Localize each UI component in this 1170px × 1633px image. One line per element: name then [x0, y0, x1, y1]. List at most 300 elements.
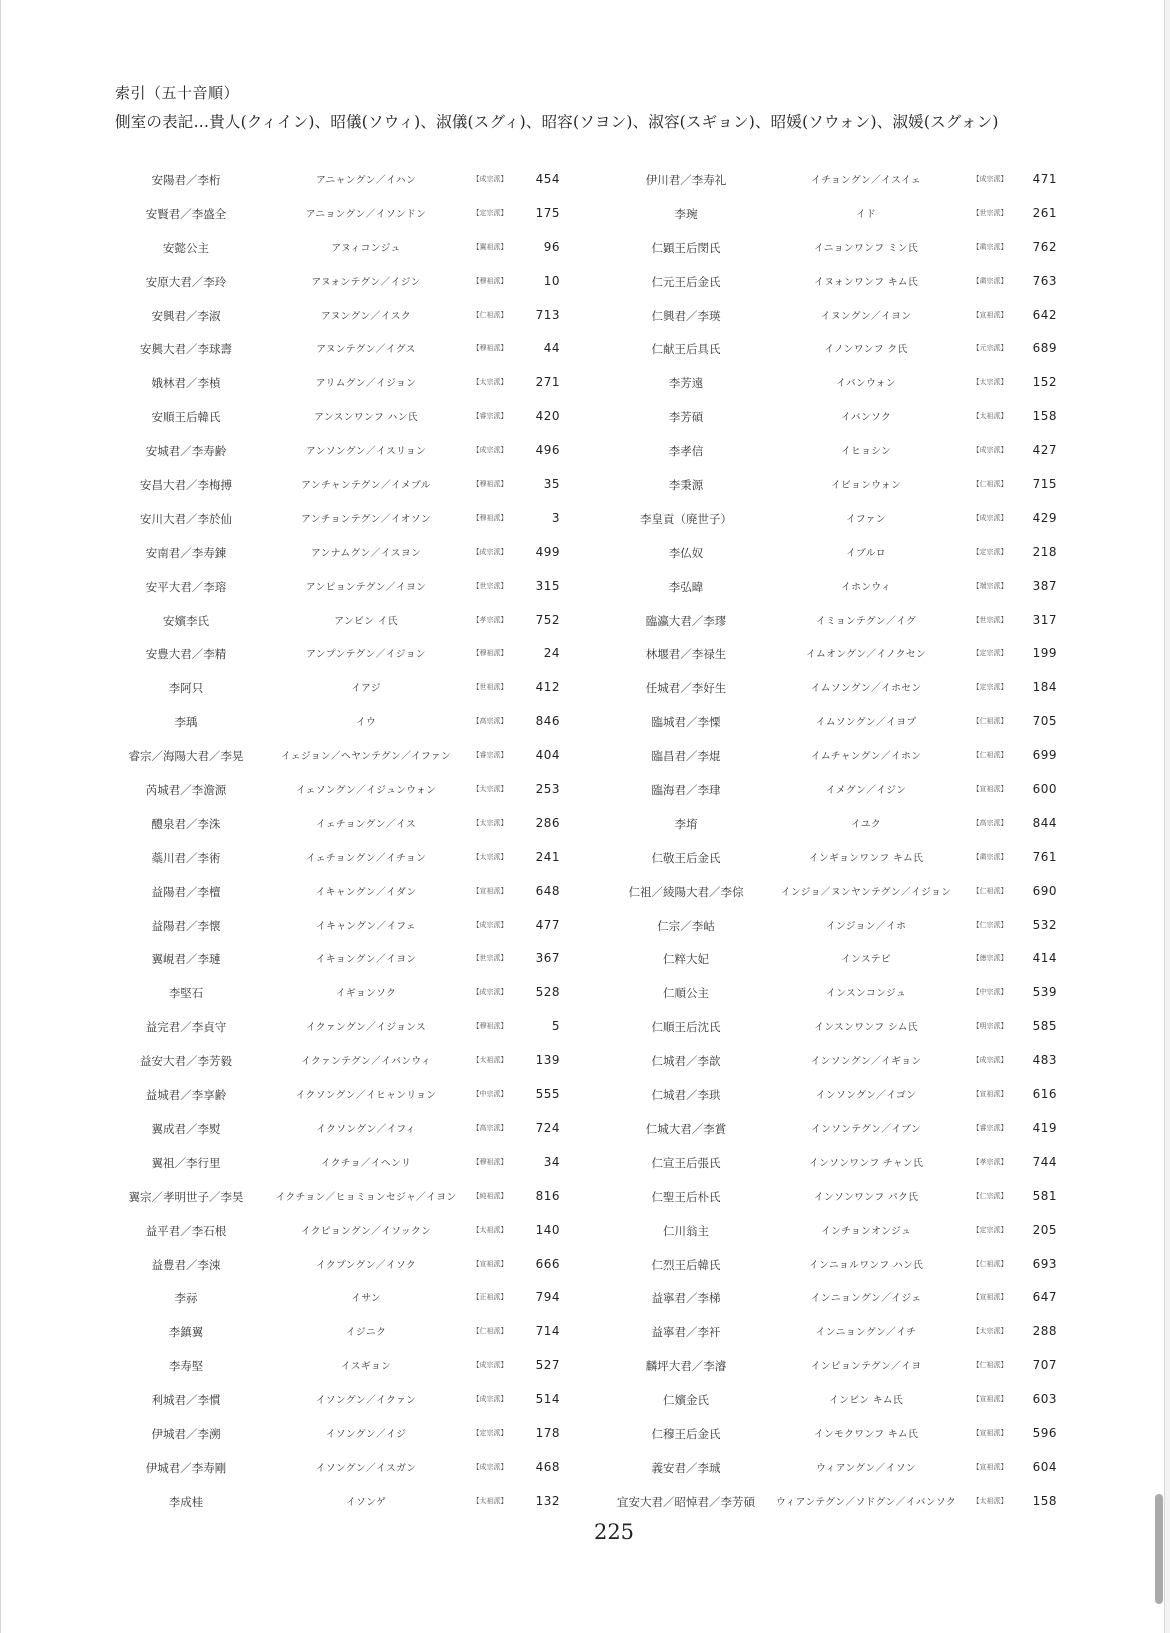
entry-lineage: 【世宗派】 [972, 615, 1008, 624]
entry-reading: イムソングン／イホセン [810, 683, 922, 695]
entry-name: 麟坪大君／李濬 [645, 1359, 727, 1374]
entry-page-ref: 477 [535, 917, 560, 932]
index-entry [606, 603, 1126, 637]
entry-page-ref: 468 [535, 1459, 560, 1474]
entry-reading: アンソングン／イスリョン [305, 446, 427, 458]
entry-page-ref: 419 [1032, 1120, 1057, 1135]
entry-reading: イウ [355, 717, 377, 729]
index-title: 索引（五十音順） [115, 84, 240, 102]
entry-reading: イブルロ [846, 547, 886, 559]
entry-lineage: 【高宗派】 [472, 717, 508, 726]
entry-name: 仁敬王后金氏 [651, 850, 721, 865]
entry-page-ref: 744 [1032, 1154, 1057, 1169]
entry-reading: インニョルワンフ ハン氏 [808, 1259, 924, 1271]
entry-page-ref: 596 [1032, 1425, 1057, 1440]
entry-reading: インソンワンフ チャン氏 [808, 1157, 924, 1169]
entry-name: 仁聖王后朴氏 [651, 1189, 721, 1204]
entry-name: 仁城大君／李賞 [645, 1121, 727, 1136]
entry-name: 益寧君／李衦 [651, 1325, 721, 1340]
entry-lineage: 【太宗派】 [472, 378, 508, 387]
entry-page-ref: 816 [535, 1188, 560, 1203]
index-entry [106, 908, 626, 942]
entry-lineage: 【宣祖派】 [972, 1090, 1008, 1099]
index-entry [606, 1348, 1126, 1382]
index-entry [106, 365, 626, 399]
entry-page-ref: 315 [535, 578, 560, 593]
index-entry [106, 1450, 626, 1484]
entry-page-ref: 10 [543, 273, 560, 288]
entry-reading: イェチョングン／イス [315, 818, 417, 830]
entry-name: 宜安大君／昭悼君／李芳碩 [617, 1494, 755, 1509]
index-column-right [606, 162, 1126, 1518]
entry-reading: インニョングン／イジェ [810, 1293, 922, 1305]
entry-reading: イクチョ／イヘンリ [320, 1157, 412, 1169]
entry-reading: イユク [851, 818, 881, 830]
entry-page-ref: 763 [1032, 273, 1057, 288]
entry-page-ref: 205 [1032, 1222, 1057, 1237]
entry-lineage: 【成宗派】 [472, 920, 508, 929]
index-entry [606, 738, 1126, 772]
index-entry [606, 1382, 1126, 1416]
entry-lineage: 【太祖派】 [472, 1056, 508, 1065]
index-entry [106, 806, 626, 840]
index-entry [106, 1111, 626, 1145]
entry-name: 益豊君／李涑 [151, 1257, 221, 1272]
entry-page-ref: 454 [535, 172, 560, 186]
entry-name: 李琬 [674, 206, 698, 221]
entry-name: 仁烈王后韓氏 [651, 1257, 721, 1272]
entry-lineage: 【太祖派】 [972, 412, 1008, 421]
index-column-left [106, 162, 626, 1518]
entry-lineage: 【宣祖派】 [972, 1462, 1008, 1471]
entry-reading: インソングン／イゴン [815, 1090, 917, 1102]
entry-name: 安川大君／李於仙 [140, 511, 232, 526]
entry-lineage: 【孝宗派】 [472, 615, 508, 624]
entry-page-ref: 707 [1032, 1358, 1057, 1373]
entry-name: 李堅石 [168, 986, 204, 1001]
index-entry [106, 467, 626, 501]
entry-lineage: 【粛宗派】 [972, 242, 1008, 251]
index-entry [106, 1280, 626, 1314]
entry-reading: イェチョングン／イチョン [305, 852, 427, 864]
entry-reading: イキョングン／イヨン [315, 954, 417, 966]
entry-reading: イクチョン／ヒョミョンセジャ／イヨン [275, 1191, 457, 1203]
entry-name: 李瑀 [174, 715, 198, 730]
index-entry [606, 1416, 1126, 1450]
entry-page-ref: 603 [1032, 1392, 1057, 1407]
entry-lineage: 【粛宗派】 [972, 276, 1008, 285]
entry-reading: イミョンテグン／イグ [815, 615, 917, 627]
entry-lineage: 【成宗派】 [472, 1462, 508, 1471]
entry-name: 李仏奴 [668, 545, 704, 560]
entry-lineage: 【穆祖派】 [472, 513, 508, 522]
entry-name: 睿宗／海陽大君／李晃 [128, 749, 244, 764]
index-entry [106, 1009, 626, 1043]
entry-reading: イキャングン／イダン [315, 886, 417, 898]
index-entry [106, 230, 626, 264]
entry-page-ref: 387 [1032, 578, 1057, 593]
entry-name: 仁宗／李岵 [657, 918, 715, 933]
entry-reading: インジョン／イホ [825, 920, 907, 932]
entry-reading: アヌィコンジュ [331, 242, 401, 254]
index-entry [106, 840, 626, 874]
entry-page-ref: 5 [551, 1019, 560, 1034]
index-entry [606, 1077, 1126, 1111]
entry-lineage: 【成宗派】 [472, 1395, 508, 1404]
entry-reading: イクァンテグン／イバンウィ [301, 1056, 431, 1068]
entry-name: 義安君／李珹 [651, 1460, 721, 1475]
entry-name: 安賢君／李盛全 [145, 206, 227, 221]
entry-lineage: 【明宗派】 [972, 1022, 1008, 1031]
index-entry [606, 162, 1126, 196]
entry-reading: インピョンテグン／イヨ [810, 1361, 922, 1373]
entry-reading: アンビン イ氏 [334, 615, 398, 627]
entry-page-ref: 714 [535, 1324, 560, 1339]
entry-lineage: 【定宗派】 [972, 547, 1008, 556]
entry-page-ref: 581 [1032, 1188, 1057, 1203]
index-entry [606, 636, 1126, 670]
index-entry [106, 874, 626, 908]
entry-lineage: 【宣祖派】 [972, 1293, 1008, 1302]
entry-reading: イチョングン／イスイェ [810, 175, 922, 186]
entry-lineage: 【成宗派】 [972, 175, 1008, 183]
entry-page-ref: 24 [543, 646, 560, 661]
entry-name: 李芳碩 [668, 410, 704, 425]
entry-lineage: 【正祖派】 [472, 1293, 508, 1302]
entry-reading: イクソングン／イフィ [316, 1123, 416, 1135]
entry-lineage: 【太宗派】 [972, 378, 1008, 387]
index-entry [606, 399, 1126, 433]
entry-page-ref: 140 [535, 1222, 560, 1237]
index-entry [106, 1382, 626, 1416]
entry-lineage: 【宣祖派】 [472, 1259, 508, 1268]
entry-name: 益陽君／李懐 [151, 918, 221, 933]
entry-page-ref: 699 [1032, 748, 1057, 763]
entry-page-ref: 496 [535, 443, 560, 458]
entry-page-ref: 35 [543, 477, 560, 492]
index-entry [106, 704, 626, 738]
entry-page-ref: 532 [1032, 917, 1057, 932]
index-entry [106, 1213, 626, 1247]
entry-lineage: 【仁祖派】 [972, 717, 1008, 726]
index-entry [106, 1247, 626, 1281]
index-entry [106, 975, 626, 1009]
entry-lineage: 【太宗派】 [472, 785, 508, 794]
index-entry [606, 1247, 1126, 1281]
entry-name: 翼宗／孝明世子／李昊 [128, 1189, 244, 1204]
entry-reading: アリムグン／イジョン [315, 378, 417, 390]
entry-page-ref: 241 [535, 849, 560, 864]
entry-page-ref: 693 [1032, 1256, 1057, 1271]
index-entry [606, 806, 1126, 840]
entry-name: 安平大君／李瑢 [145, 579, 227, 594]
entry-reading: アンナムグン／イスヨン [310, 547, 422, 559]
entry-page-ref: 404 [535, 748, 560, 763]
entry-page-ref: 44 [543, 341, 560, 356]
entry-name: 仁献王后具氏 [651, 342, 721, 357]
index-entry [606, 1280, 1126, 1314]
index-entry [606, 874, 1126, 908]
entry-page-ref: 616 [1032, 1087, 1057, 1102]
entry-name: 仁川翁主 [663, 1223, 709, 1238]
entry-reading: インチョンオンジュ [820, 1225, 912, 1237]
entry-lineage: 【仁祖派】 [972, 480, 1008, 489]
entry-page-ref: 471 [1032, 172, 1057, 186]
entry-reading: イムチャングン／イホン [810, 751, 922, 763]
index-entry [606, 230, 1126, 264]
entry-page-ref: 844 [1032, 815, 1057, 830]
entry-reading: イホンウィ [841, 581, 891, 593]
entry-lineage: 【仁祖派】 [472, 1327, 508, 1336]
entry-name: 李鎮翼 [168, 1325, 204, 1340]
index-entry [606, 1145, 1126, 1179]
entry-reading: イェジョン／ヘヤンテグン／イファン [280, 751, 452, 763]
entry-reading: アヌォンテグン／イジン [311, 276, 421, 288]
entry-reading: イアジ [351, 683, 381, 695]
entry-lineage: 【端宗派】 [972, 581, 1008, 590]
entry-lineage: 【仁祖派】 [972, 1259, 1008, 1268]
entry-page-ref: 514 [535, 1392, 560, 1407]
entry-name: 李秉源 [668, 478, 704, 493]
entry-name: 臨瀛大君／李璆 [645, 613, 727, 628]
entry-page-ref: 762 [1032, 239, 1057, 254]
entry-reading: アンスンワンフ ハン氏 [314, 412, 418, 424]
index-entry [606, 1111, 1126, 1145]
entry-page-ref: 367 [535, 951, 560, 966]
entry-lineage: 【太祖派】 [472, 1496, 508, 1505]
entry-name: 安懿公主 [163, 240, 209, 255]
index-entry [606, 501, 1126, 535]
entry-name: 李祘 [174, 1291, 198, 1306]
entry-lineage: 【粛宗派】 [972, 852, 1008, 861]
entry-lineage: 【定宗派】 [972, 683, 1008, 692]
entry-page-ref: 96 [543, 239, 560, 254]
entry-lineage: 【宣祖派】 [972, 1395, 1008, 1404]
entry-lineage: 【仁祖派】 [472, 310, 508, 319]
index-entry [106, 264, 626, 298]
entry-name: 李孝信 [668, 444, 704, 459]
index-entry [606, 298, 1126, 332]
entry-reading: イノンワンフ ク氏 [824, 344, 908, 356]
index-entry [606, 772, 1126, 806]
entry-page-ref: 132 [535, 1493, 560, 1508]
entry-name: 仁興君／李瑛 [651, 308, 721, 323]
entry-name: 娥林君／李楨 [151, 376, 221, 391]
entry-reading: インソンテグン／イブン [811, 1123, 921, 1135]
entry-reading: イメグン／イジン [825, 785, 907, 797]
entry-lineage: 【世祖派】 [472, 683, 508, 692]
index-entry [606, 535, 1126, 569]
entry-lineage: 【穆祖派】 [472, 276, 508, 285]
entry-name: 芮城君／李澹源 [145, 783, 227, 798]
entry-reading: イソングン／イスガン [315, 1462, 417, 1474]
entry-lineage: 【仁宗派】 [972, 1191, 1008, 1200]
entry-reading: イェソングン／イジュンウォン [295, 785, 437, 797]
index-entry [606, 840, 1126, 874]
entry-page-ref: 199 [1032, 646, 1057, 661]
entry-lineage: 【睿宗派】 [972, 1123, 1008, 1132]
entry-reading: イファン [846, 513, 886, 525]
page-number: 225 [593, 1520, 635, 1544]
entry-page-ref: 253 [535, 782, 560, 797]
entry-reading: アヌンテグン／イグス [316, 344, 416, 356]
entry-page-ref: 705 [1032, 714, 1057, 729]
entry-page-ref: 690 [1032, 883, 1057, 898]
vertical-scrollbar-thumb[interactable] [1155, 1494, 1163, 1604]
index-entry [106, 1416, 626, 1450]
entry-name: 李皇貢（廃世子） [640, 511, 732, 526]
entry-lineage: 【穆祖派】 [472, 344, 508, 353]
entry-page-ref: 271 [535, 375, 560, 390]
entry-page-ref: 689 [1032, 341, 1057, 356]
index-entry [106, 1348, 626, 1382]
entry-page-ref: 846 [535, 714, 560, 729]
entry-reading: イヌォンワンフ キム氏 [814, 276, 918, 288]
entry-name: 翼成君／李熨 [151, 1121, 221, 1136]
entry-reading: アニョングン／イソンドン [305, 208, 427, 220]
index-entry [606, 1009, 1126, 1043]
index-entry [106, 162, 626, 196]
entry-name: 安順王后韓氏 [151, 410, 221, 425]
entry-page-ref: 317 [1032, 612, 1057, 627]
entry-lineage: 【仁祖派】 [972, 1361, 1008, 1370]
entry-page-ref: 527 [535, 1358, 560, 1373]
entry-name: 翼峴君／李璉 [151, 952, 221, 967]
entry-reading: イソングン／イジ [325, 1428, 407, 1440]
index-entry [106, 738, 626, 772]
entry-name: 任城君／李好生 [645, 681, 727, 696]
entry-name: 安豊大君／李精 [145, 647, 227, 662]
entry-name: 安興大君／李球壽 [140, 342, 232, 357]
entry-reading: イビョンウォン [830, 480, 902, 492]
entry-reading: アンチャンテグン／イメブル [301, 480, 431, 492]
index-entry [106, 636, 626, 670]
entry-page-ref: 429 [1032, 510, 1057, 525]
entry-page-ref: 412 [535, 680, 560, 695]
entry-page-ref: 139 [535, 1053, 560, 1068]
entry-page-ref: 600 [1032, 782, 1057, 797]
entry-reading: イクピョングン／イソックン [300, 1225, 432, 1237]
entry-lineage: 【翼祖派】 [472, 242, 508, 251]
entry-page-ref: 152 [1032, 375, 1057, 390]
entry-reading: アニャングン／イハン [315, 175, 417, 186]
entry-lineage: 【成宗派】 [472, 1361, 508, 1370]
entry-name: 伊川君／李寿礼 [645, 173, 727, 187]
entry-reading: インモクワンフ キム氏 [813, 1428, 919, 1440]
entry-reading: イバンソク [840, 412, 892, 424]
index-entry [606, 1450, 1126, 1484]
entry-reading: イヒョシン [840, 446, 892, 458]
index-entry [606, 1213, 1126, 1247]
index-entry [106, 603, 626, 637]
index-entry [106, 941, 626, 975]
entry-reading: ウィアンテグン／ソドグン／イバンソク [776, 1496, 956, 1508]
entry-lineage: 【穆祖派】 [472, 480, 508, 489]
entry-page-ref: 642 [1032, 307, 1057, 322]
entry-reading: ウィアングン／イソン [816, 1462, 916, 1474]
entry-page-ref: 715 [1032, 477, 1057, 492]
entry-lineage: 【元宗派】 [972, 344, 1008, 353]
index-entry [106, 196, 626, 230]
entry-name: 安興君／李淑 [151, 308, 221, 323]
index-entry [606, 1043, 1126, 1077]
entry-reading: イムオングン／イノクセン [805, 649, 927, 661]
entry-reading: インステビ [841, 954, 891, 966]
index-entry [606, 365, 1126, 399]
entry-lineage: 【穆祖派】 [472, 1022, 508, 1031]
entry-reading: イソングン／イクァン [315, 1395, 417, 1407]
entry-name: 益平君／李石根 [145, 1223, 227, 1238]
entry-name: 李成桂 [168, 1494, 204, 1509]
index-entry [106, 670, 626, 704]
index-entry [106, 331, 626, 365]
entry-lineage: 【中宗派】 [972, 988, 1008, 997]
entry-name: 李芳遠 [668, 376, 704, 391]
entry-name: 安原大君／李玲 [145, 274, 227, 289]
entry-name: 益城君／李享齢 [145, 1088, 227, 1103]
index-entry [106, 1077, 626, 1111]
entry-page-ref: 427 [1032, 443, 1057, 458]
entry-name: 仁粹大妃 [663, 952, 709, 967]
entry-name: 翼祖／李行里 [151, 1155, 221, 1170]
entry-reading: イヌングン／イヨン [820, 310, 912, 322]
entry-lineage: 【純祖派】 [472, 1191, 508, 1200]
index-entry [606, 1314, 1126, 1348]
entry-name: 李寿堅 [168, 1359, 204, 1374]
entry-lineage: 【太祖派】 [472, 1225, 508, 1234]
entry-lineage: 【仁祖派】 [972, 751, 1008, 760]
entry-name: 益寧君／李梯 [651, 1291, 721, 1306]
entry-lineage: 【世宗派】 [472, 581, 508, 590]
entry-page-ref: 218 [1032, 544, 1057, 559]
index-entry [106, 501, 626, 535]
entry-name: 李弘暐 [668, 579, 704, 594]
entry-page-ref: 420 [535, 409, 560, 424]
entry-name: 臨城君／李慄 [651, 715, 721, 730]
entry-name: 安城君／李寿齢 [145, 444, 227, 459]
entry-reading: インニョングン／イチ [815, 1327, 917, 1339]
entry-lineage: 【宣祖派】 [472, 886, 508, 895]
entry-lineage: 【宣祖派】 [972, 1428, 1008, 1437]
entry-lineage: 【世宗派】 [972, 208, 1008, 217]
entry-page-ref: 528 [535, 985, 560, 1000]
entry-lineage: 【高宗派】 [472, 1123, 508, 1132]
entry-name: 林堰君／李禄生 [645, 647, 727, 662]
entry-reading: インスンワンフ シム氏 [814, 1022, 918, 1034]
entry-page-ref: 604 [1032, 1459, 1057, 1474]
entry-lineage: 【中宗派】 [472, 1090, 508, 1099]
entry-page-ref: 752 [535, 612, 560, 627]
index-entry [606, 670, 1126, 704]
entry-name: 醴泉君／李洙 [151, 816, 221, 831]
entry-reading: インジョ／ヌンヤンテグン／イジョン [780, 886, 952, 898]
entry-name: 仁城君／李珙 [651, 1088, 721, 1103]
entry-lineage: 【成宗派】 [472, 547, 508, 556]
entry-lineage: 【睿宗派】 [472, 412, 508, 421]
index-entry [606, 433, 1126, 467]
entry-name: 仁元王后金氏 [651, 274, 721, 289]
entry-name: 仁宣王后張氏 [651, 1155, 721, 1170]
entry-page-ref: 175 [535, 205, 560, 220]
entry-reading: イバンウォン [836, 378, 896, 390]
entry-name: 安陽君／李桁 [151, 173, 221, 187]
entry-page-ref: 666 [535, 1256, 560, 1271]
entry-name: 蘂川君／李術 [151, 850, 221, 865]
entry-name: 仁穆王后金氏 [651, 1426, 721, 1441]
index-entry [106, 772, 626, 806]
entry-page-ref: 648 [535, 883, 560, 898]
index-entry [106, 433, 626, 467]
